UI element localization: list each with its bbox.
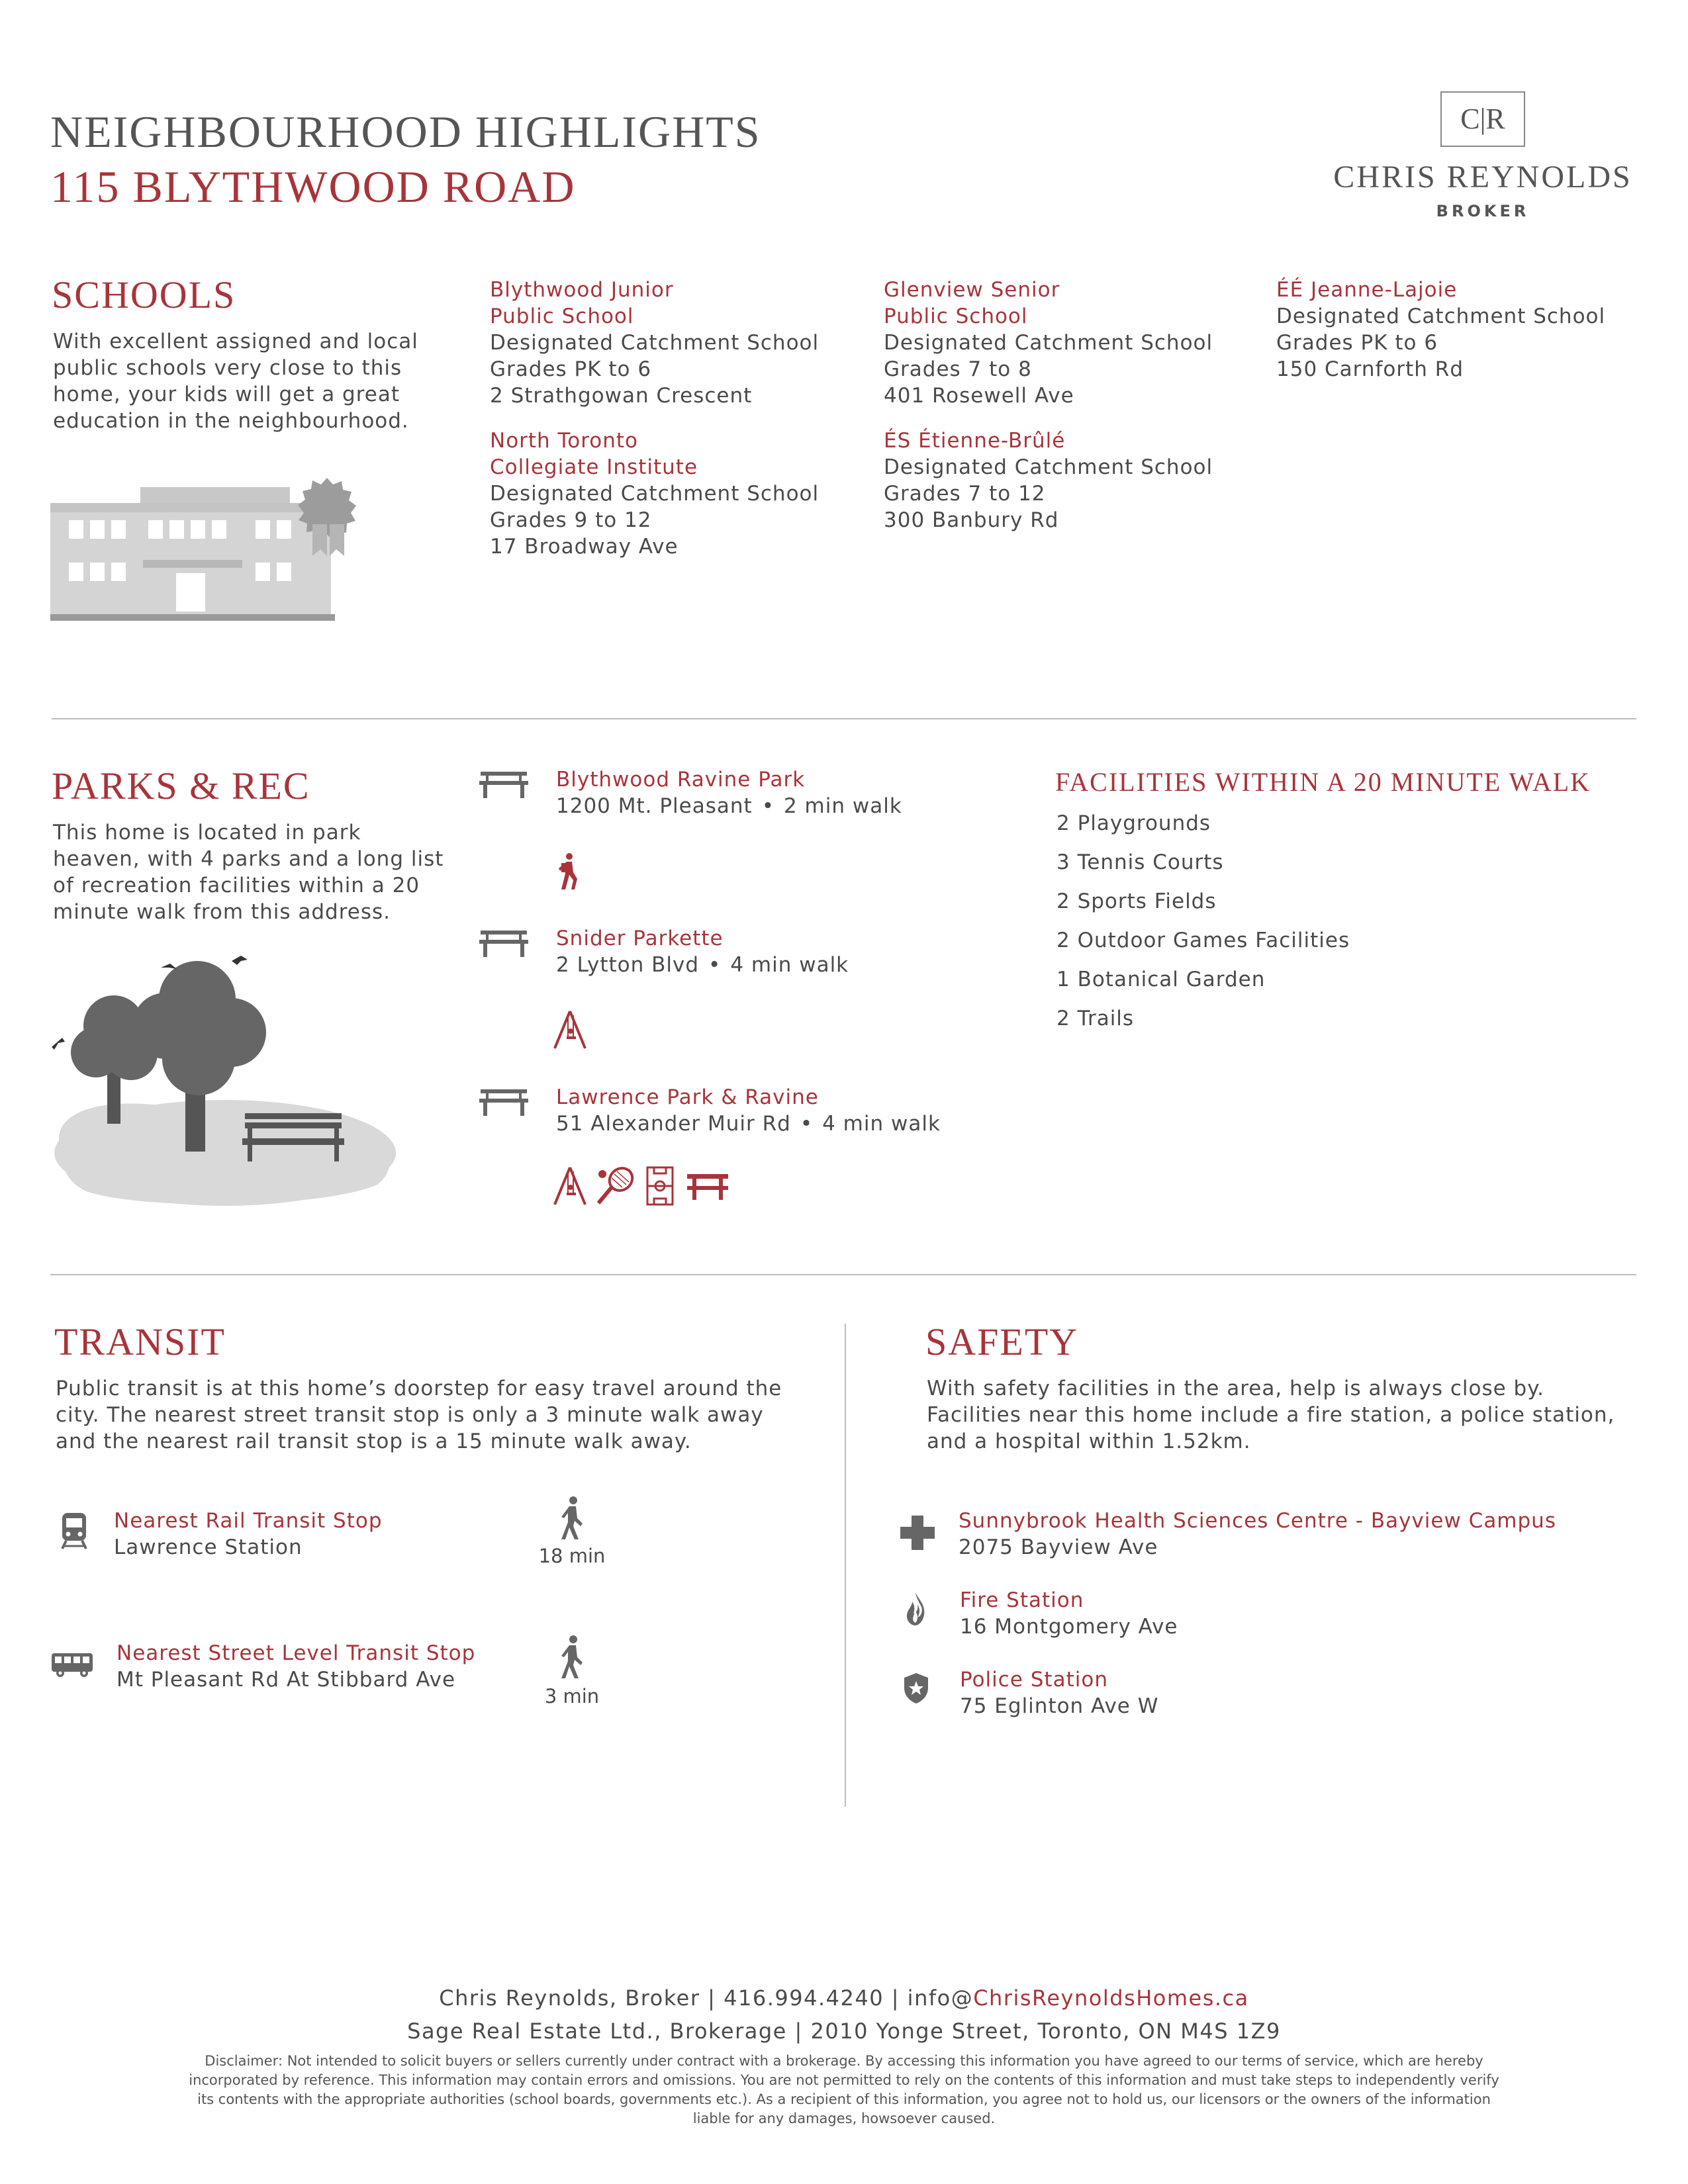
parks-desc-line: This home is located in park <box>53 821 361 844</box>
park-walk-time: 2 min walk <box>783 794 902 818</box>
walking-person-icon <box>557 1635 586 1680</box>
park-name: Snider Parkette <box>556 927 724 950</box>
school-detail: 401 Rosewell Ave <box>884 384 1074 408</box>
rail-stop-name: Lawrence Station <box>114 1535 303 1559</box>
school-detail: Designated Catchment School <box>884 455 1213 479</box>
facility-item: 2 Sports Fields <box>1056 889 1217 913</box>
parks-desc-line: heaven, with 4 parks and a long list <box>53 847 444 871</box>
walking-person-icon <box>557 1496 586 1541</box>
safety-desc-line: and a hospital within 1.52km. <box>927 1430 1251 1453</box>
school-detail: 2 Strathgowan Crescent <box>490 384 753 408</box>
rail-walk-time: 18 min <box>538 1545 606 1567</box>
school-detail: Designated Catchment School <box>490 331 820 355</box>
park-address: 51 Alexander Muir Rd <box>556 1112 791 1136</box>
safety-desc-line: Facilities near this home include a fire station, a police station, <box>927 1403 1615 1427</box>
transit-description <box>56 1375 782 1455</box>
bench-icon <box>479 770 528 799</box>
footer-brokerage <box>0 2019 1688 2044</box>
footer-office-address: 2010 Yonge Street, Toronto, ON M4S 1Z9 <box>810 2019 1281 2044</box>
school-item <box>490 428 819 560</box>
park-walk-time: 4 min walk <box>730 953 849 977</box>
park-address-line <box>556 1111 941 1137</box>
facility-item: 2 Playgrounds <box>1056 811 1211 835</box>
street-stop-label: Nearest Street Level Transit Stop <box>117 1641 476 1665</box>
train-icon <box>60 1512 89 1550</box>
transit-title: TRANSIT <box>54 1320 226 1363</box>
section-divider <box>50 1274 1636 1275</box>
fire-station-label: Fire Station <box>960 1588 1084 1612</box>
facility-item: 2 Outdoor Games Facilities <box>1056 929 1350 952</box>
school-detail: Grades 7 to 8 <box>884 357 1032 381</box>
footer-phone[interactable]: 416.994.4240 <box>724 1985 884 2011</box>
hospital-address: 2075 Bayview Ave <box>959 1535 1158 1559</box>
police-shield-icon <box>903 1672 929 1705</box>
rail-stop-label: Nearest Rail Transit Stop <box>114 1509 383 1533</box>
parks-title: PARKS & REC <box>52 764 310 807</box>
bench-icon <box>479 929 528 958</box>
safety-description <box>927 1375 1615 1455</box>
police-station-address: 75 Eglinton Ave W <box>960 1694 1159 1718</box>
bullet-separator: • <box>708 953 722 977</box>
bench-icon <box>479 1088 528 1117</box>
schools-title: SCHOOLS <box>52 273 236 316</box>
park-walk-time: 4 min walk <box>822 1112 941 1136</box>
column-divider <box>845 1324 846 1807</box>
park-address: 2 Lytton Blvd <box>556 953 700 977</box>
swing-playground-icon <box>553 1166 586 1206</box>
email-prefix: info@ <box>907 1985 974 2011</box>
school-detail: 300 Banbury Rd <box>884 508 1059 532</box>
street-stop-name: Mt Pleasant Rd At Stibbard Ave <box>117 1668 456 1692</box>
fire-station-address: 16 Montgomery Ave <box>960 1615 1178 1639</box>
logo-subtitle: BROKER <box>1436 202 1530 220</box>
facility-item: 2 Trails <box>1056 1007 1135 1030</box>
footer-brokerage-name: Sage Real Estate Ltd., Brokerage <box>407 2019 787 2044</box>
park-item <box>556 766 902 819</box>
street-transit-stop <box>117 1640 475 1693</box>
park-address-line <box>556 793 902 819</box>
footer-separator: | <box>794 2019 803 2044</box>
bullet-separator: • <box>761 794 774 818</box>
hiking-trail-icon <box>555 852 581 891</box>
safety-desc-line: With safety facilities in the area, help is always close by. <box>927 1377 1544 1400</box>
school-name: Public School <box>884 304 1028 328</box>
sports-field-icon <box>646 1166 674 1206</box>
school-name: ÉÉ Jeanne-Lajoie <box>1276 278 1458 302</box>
police-station-label: Police Station <box>960 1668 1108 1692</box>
schools-description <box>53 328 418 434</box>
school-name: Collegiate Institute <box>490 455 698 479</box>
footer-separator: | <box>708 1985 716 2011</box>
school-item <box>1276 277 1605 383</box>
safety-item-fire <box>960 1587 1178 1640</box>
page-title: NEIGHBOURHOOD HIGHLIGHTS <box>50 107 761 157</box>
schools-desc-line: With excellent assigned and local <box>53 330 418 353</box>
school-detail: Grades PK to 6 <box>490 357 652 381</box>
park-trees-icon <box>46 946 404 1211</box>
schools-desc-line: home, your kids will get a great <box>53 383 400 406</box>
section-divider <box>52 718 1636 719</box>
footer-broker-name: Chris Reynolds, Broker <box>439 1985 700 2011</box>
safety-item-police <box>960 1666 1158 1719</box>
school-name: Glenview Senior <box>884 278 1060 302</box>
safety-title: SAFETY <box>925 1320 1079 1363</box>
parks-description <box>53 819 444 925</box>
email-domain: ChrisReynoldsHomes.ca <box>973 1985 1249 2011</box>
hospital-label: Sunnybrook Health Sciences Centre - Bayview Campus <box>959 1509 1556 1533</box>
bus-icon <box>50 1652 94 1678</box>
footer-contact <box>0 1985 1688 2011</box>
school-name: ÉS Étienne-Brûlé <box>884 429 1066 453</box>
school-detail: Designated Catchment School <box>490 482 820 506</box>
disclaimer-line: its contents with the appropriate authorities (school boards, governments etc.). As a recipient of this information, you agree not to hold us, our licensors or the owners of the information <box>197 2091 1491 2107</box>
transit-desc-line: city. The nearest street transit stop is only a 3 minute walk away <box>56 1403 764 1427</box>
schools-desc-line: public schools very close to this <box>53 356 402 380</box>
logo-monogram: C|R <box>1440 91 1525 147</box>
school-detail: 17 Broadway Ave <box>490 535 679 559</box>
hospital-cross-icon <box>900 1516 935 1550</box>
school-building-icon <box>50 475 361 624</box>
school-detail: Designated Catchment School <box>1276 304 1606 328</box>
schools-desc-line: education in the neighbourhood. <box>53 409 409 433</box>
school-detail: 150 Carnforth Rd <box>1276 357 1464 381</box>
property-address: 115 BLYTHWOOD ROAD <box>50 161 576 212</box>
park-name: Blythwood Ravine Park <box>556 768 806 792</box>
transit-desc-line: Public transit is at this home’s doorstep for easy travel around the <box>56 1377 782 1400</box>
bullet-separator: • <box>800 1112 814 1136</box>
park-name: Lawrence Park & Ravine <box>556 1085 819 1109</box>
park-item <box>556 1084 941 1137</box>
swing-playground-icon <box>553 1010 586 1050</box>
facilities-title: FACILITIES WITHIN A 20 MINUTE WALK <box>1055 767 1591 797</box>
disclaimer-line: incorporated by reference. This information may contain errors and omissions. You are not permitted to rely on the contents of this information and must take steps to independently verify <box>189 2072 1499 2088</box>
rail-transit-stop <box>114 1508 383 1561</box>
safety-item-hospital <box>959 1508 1556 1561</box>
park-address: 1200 Mt. Pleasant <box>556 794 753 818</box>
school-item <box>884 428 1213 533</box>
picnic-table-icon <box>687 1171 728 1201</box>
school-detail: Grades 9 to 12 <box>490 508 652 532</box>
school-detail: Grades PK to 6 <box>1276 331 1438 355</box>
school-name: Public School <box>490 304 634 328</box>
park-item <box>556 925 849 978</box>
tennis-racket-icon <box>594 1166 635 1206</box>
footer-email[interactable] <box>908 1985 1249 2011</box>
school-item <box>884 277 1213 409</box>
school-item <box>490 277 819 409</box>
footer-separator: | <box>891 1985 900 2011</box>
school-name: Blythwood Junior <box>490 278 674 302</box>
street-walk-time: 3 min <box>544 1685 600 1707</box>
park-address-line <box>556 952 849 978</box>
disclaimer-line: liable for any damages, howsoever caused. <box>692 2111 996 2126</box>
school-detail: Grades 7 to 12 <box>884 482 1046 506</box>
parks-desc-line: minute walk from this address. <box>53 900 391 924</box>
logo-name: CHRIS REYNOLDS <box>1333 159 1632 195</box>
school-detail: Designated Catchment School <box>884 331 1213 355</box>
school-name: North Toronto <box>490 429 638 453</box>
facility-item: 3 Tennis Courts <box>1056 850 1224 874</box>
disclaimer <box>53 2052 1635 2128</box>
fire-flame-icon <box>904 1591 927 1627</box>
disclaimer-line: Disclaimer: Not intended to solicit buyers or sellers currently under contract with a brokerage. By accessing this information you have agreed to our terms of service, which are hereby <box>205 2053 1483 2069</box>
parks-desc-line: of recreation facilities within a 20 <box>53 874 420 897</box>
facility-item: 1 Botanical Garden <box>1056 968 1266 991</box>
transit-desc-line: and the nearest rail transit stop is a 15 minute walk away. <box>56 1430 692 1453</box>
